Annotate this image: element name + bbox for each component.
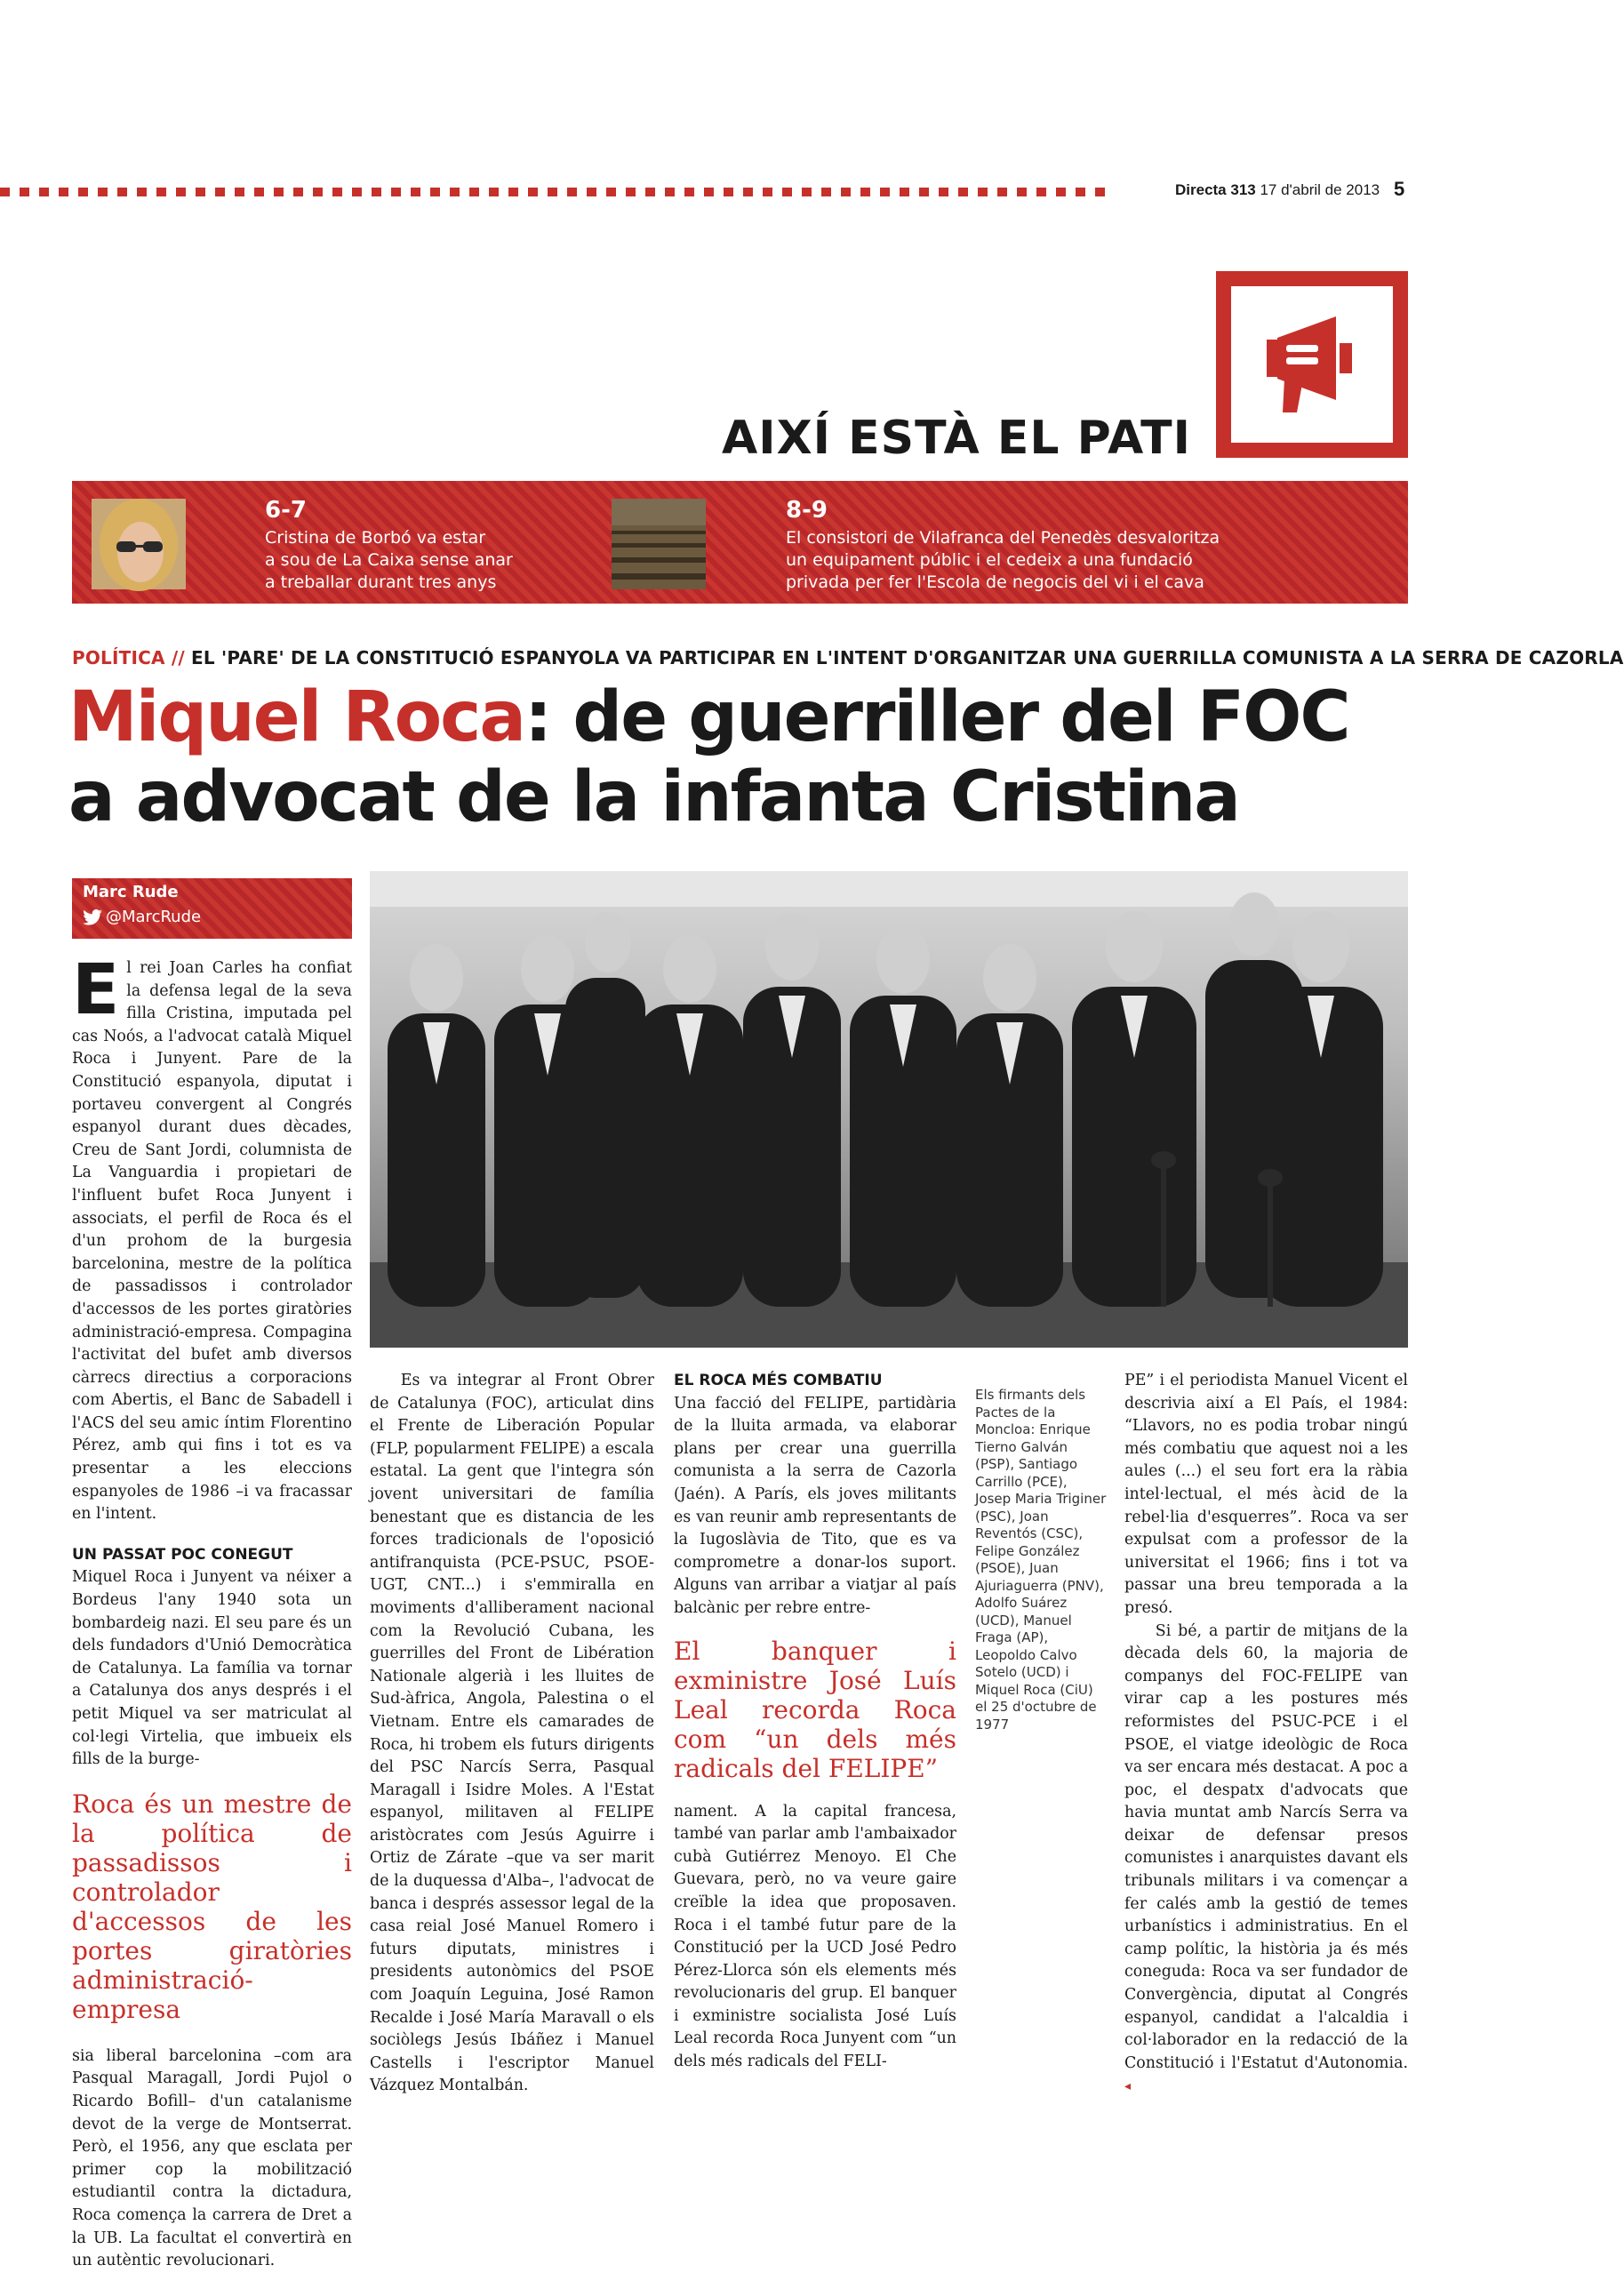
page-number: 5 (1394, 178, 1405, 200)
teaser-1-line: Cristina de Borbó va estar (265, 528, 486, 548)
subhead: UN PASSAT POC CONEGUT (72, 1545, 293, 1564)
publication-name: Directa 313 (1175, 181, 1256, 198)
teaser-1-line: a treballar durant tres anys (265, 572, 497, 592)
headline-part: a advocat de la infanta Cristina (68, 757, 1239, 837)
body-paragraph: sia liberal barcelonina –com ara Pasqual Maragall, Jordi Pujol o Ricardo Bofill– d'un catalanisme devot de la verge de Montserrat. Però, el 1956, any que esclata per primer cop la mobilització estudiantil contra la dictadura, Roca comença la carrera de Dret a la UB. La facultat el convertirà en un autèntic revolucionari. (72, 2046, 352, 2270)
article-photo (370, 871, 1408, 1348)
teaser-2-text[interactable] (786, 527, 1220, 594)
moncloa-pacts-photo (370, 871, 1408, 1348)
body-text: Si bé, a partir de mitjans de la dècada dels 60, la majoria de companys del FOC-FELIPE van virar cap a les postures més reformistes del PSUC-PCE i el PSOE, el viatge ideològic de Roca va ser encara més destacat. A poc a poc, el despatx d'advocats que havia muntat amb Narcís Serra va deixar de defensar presos comunistes i anarquistes davant els tribunals militars i va començar a fer calés amb la gestió de temes urbanístics i administratius. En el camp polític, la història ja és més coneguda: Roca va ser fundador de Convergència, diputat al Congrés espanyol, candidat a l'alcaldia i col·laborador en la redacció de la Constitució i l'Estatut d'Autonomia. (1124, 1621, 1408, 2072)
teaser-1-line: a sou de La Caixa sense anar (265, 550, 513, 570)
teaser-1-text[interactable] (265, 527, 513, 594)
column-4 (1124, 1370, 1408, 2099)
intro-paragraph (72, 950, 352, 1526)
column-3 (674, 1370, 956, 2074)
teaser-2-line: privada per fer l'Escola de negocis del vi i el cava (786, 572, 1204, 592)
author-name: Marc Rude (83, 883, 179, 901)
subhead: EL ROCA MÉS COMBATIU (674, 1372, 883, 1389)
author-twitter[interactable] (83, 908, 201, 926)
kicker-text: EL 'PARE' DE LA CONSTITUCIÓ ESPANYOLA VA PARTICIPAR EN L'INTENT D'ORGANITZAR UNA GUERRILLA COMUNISTA A LA SERRA DE CAZORLA (191, 647, 1624, 668)
byline (72, 878, 352, 939)
teaser-2-line: El consistori de Vilafranca del Penedès desvaloritza (786, 528, 1220, 548)
twitter-handle: @MarcRude (106, 908, 202, 926)
teaser-2-photo[interactable] (612, 499, 706, 589)
column-1 (72, 950, 352, 2273)
article-kicker (72, 647, 1624, 668)
kicker-section: POLÍTICA // (72, 647, 185, 668)
teaser-2-pages: 8-9 (786, 497, 828, 524)
article-headline (68, 677, 1420, 837)
section-title: AIXÍ ESTÀ EL PATI (721, 412, 1191, 465)
issue-date: 17 d'abril de 2013 (1260, 181, 1380, 198)
page-header (1175, 181, 1380, 199)
teaser-1-pages: 6-7 (265, 497, 307, 524)
intro-text: l rei Joan Carles ha confiat la defensa legal de la seva filla Cristina, imputada pel cas Noós, a l'advocat català Miquel Roca i Junyent. Pare de la Constitució espanyola, diputat i portaveu convergent al Congrés espanyol durant dues dècades, Creu de Sant Jordi, columnista de La Vanguardia i propietari de l'influent bufet Roca Junyent i associats, el perfil de Roca és el d'un prohom de la burgesia barcelonina, mestre de la política de passadissos i controlador d'accessos de les portes giratòries administració-empresa. Compagina l'activitat del bufet amb diversos càrrecs directius a corporacions com Abertis, el Banc de Sabadell i l'ACS del seu amic íntim Florentino Pérez, amb qui fins i tot es va presentar a les eleccions espanyoles de 1986 –i va fracassar en l'intent. (72, 959, 352, 1524)
section-logo (1216, 271, 1408, 458)
body-paragraph: Es va integrar al Front Obrer de Catalunya (FOC), articulat dins el Frente de Liberación Popular (FLP, popularment FELIPE) a escala estatal. La gent que l'integra són jovent universitari de família benestant que es distancia de les forces tradicionals de l'oposició antifranquista (PCE-PSUC, PSOE-UGT, CNT...) i s'emmiralla en moviments d'alliberament nacional com la Revolució Cubana, les guerrilles del Front de Libération Nationale algerià i les lluites de Sud-àfrica, Angola, Palestina o el Vietnam. Entre els camarades de Roca, hi trobem els futurs dirigents del PSC Narcís Serra, Pasqual Maragall i Isidre Moles. A l'Estat espanyol, militaven al FELIPE aristòcrates com Jesús Aguirre i Ortiz de Zárate –que va ser marit de la duquessa d'Alba–, l'advocat de banca i després assessor legal de la casa reial José Manuel Romero i futurs diputats, ministres i presidents autonòmics del PSOE com Joaquín Leguina, José Ramon Recalde i José María Maravall o els sociòlegs Jesús Ibáñez i Manuel Castells i l'escriptor Manuel Vázquez Montalbán. (370, 1372, 654, 2095)
teaser-2-line: un equipament públic i el cedeix a una fundació (786, 550, 1193, 570)
teaser-1-photo[interactable] (92, 499, 186, 589)
body-paragraph: Una facció del FELIPE, partidària de la lluita armada, va elaborar plans per crear una guerrilla comunista a la serra de Cazorla (Jaén). A París, els joves militants es van reunir amb representants de la Iugoslàvia de Tito, que es va comprometre a donar-los suport. Alguns van arribar a viatjar al país balcànic per rebre entre- (674, 1394, 956, 1617)
body-paragraph (1124, 1621, 1408, 2099)
megaphone-icon (1231, 286, 1393, 443)
headline-part: : de guerriller del FOC (524, 677, 1349, 757)
pull-quote: Roca és un mestre de la política de passadissos i controlador d'accessos de les portes giratòries administració-empresa (72, 1789, 352, 2024)
column-2 (370, 1370, 654, 2098)
dropcap: E (72, 950, 120, 1030)
body-paragraph: PE” i el periodista Manuel Vicent el descrivia així a El País, el 1984: “Llavors, no es podia trobar ningú més combatiu que aquest noi a les aules (...) el seu fort era la ràbia intel·lectual, el més àcid de la rebel·lia d'esquerres”. Roca va ser expulsat com a professor de la universitat el 1966; fins i tot va passar una breu temporada a la presó. (1124, 1372, 1408, 1617)
body-paragraph: nament. A la capital francesa, també van parlar amb l'ambaixador cubà Gutiérrez Menoyo. El Che Guevara, però, no va veure gaire creïble la idea que proposaven. Roca i el també futur pare de la Constitució per la UCD José Pedro Pérez-Llorca són els elements més revolucionaris del grup. El banquer i exministre socialista José Luís Leal recorda Roca Junyent com “un dels més radicals del FELI- (674, 1802, 956, 2071)
decorative-dash-rule (0, 188, 1105, 196)
headline-name: Miquel Roca (68, 677, 525, 757)
pull-quote: El banquer i exministre José Luís Leal recorda Roca com “un dels més radicals del FELIPE” (674, 1636, 956, 1783)
body-paragraph: Miquel Roca i Junyent va néixer a Bordeus l'any 1940 sota un bombardeig nazi. El seu pare és un dels fundadors d'Unió Democràtica de Catalunya. La família va tornar a Catalunya dos anys després i el petit Miquel va ser matriculat al col·legi Virtelia, que imbueix els fills de la burge- (72, 1568, 352, 1769)
end-mark-icon: ◂ (1124, 2079, 1132, 2094)
photo-caption: Els firmants dels Pactes de la Moncloa: Enrique Tierno Galván (PSP), Santiago Carrillo (PCE), Josep Maria Triginer (PSC), Joan Reventós (CSC), Felipe González (PSOE), Juan Ajuriaguerra (PNV), Adolfo Suárez (UCD), Manuel Fraga (AP), Leopoldo Calvo Sotelo (UCD) i Miquel Roca (CiU) el 25 d'octubre de 1977 (975, 1387, 1107, 1733)
twitter-icon (83, 909, 102, 925)
